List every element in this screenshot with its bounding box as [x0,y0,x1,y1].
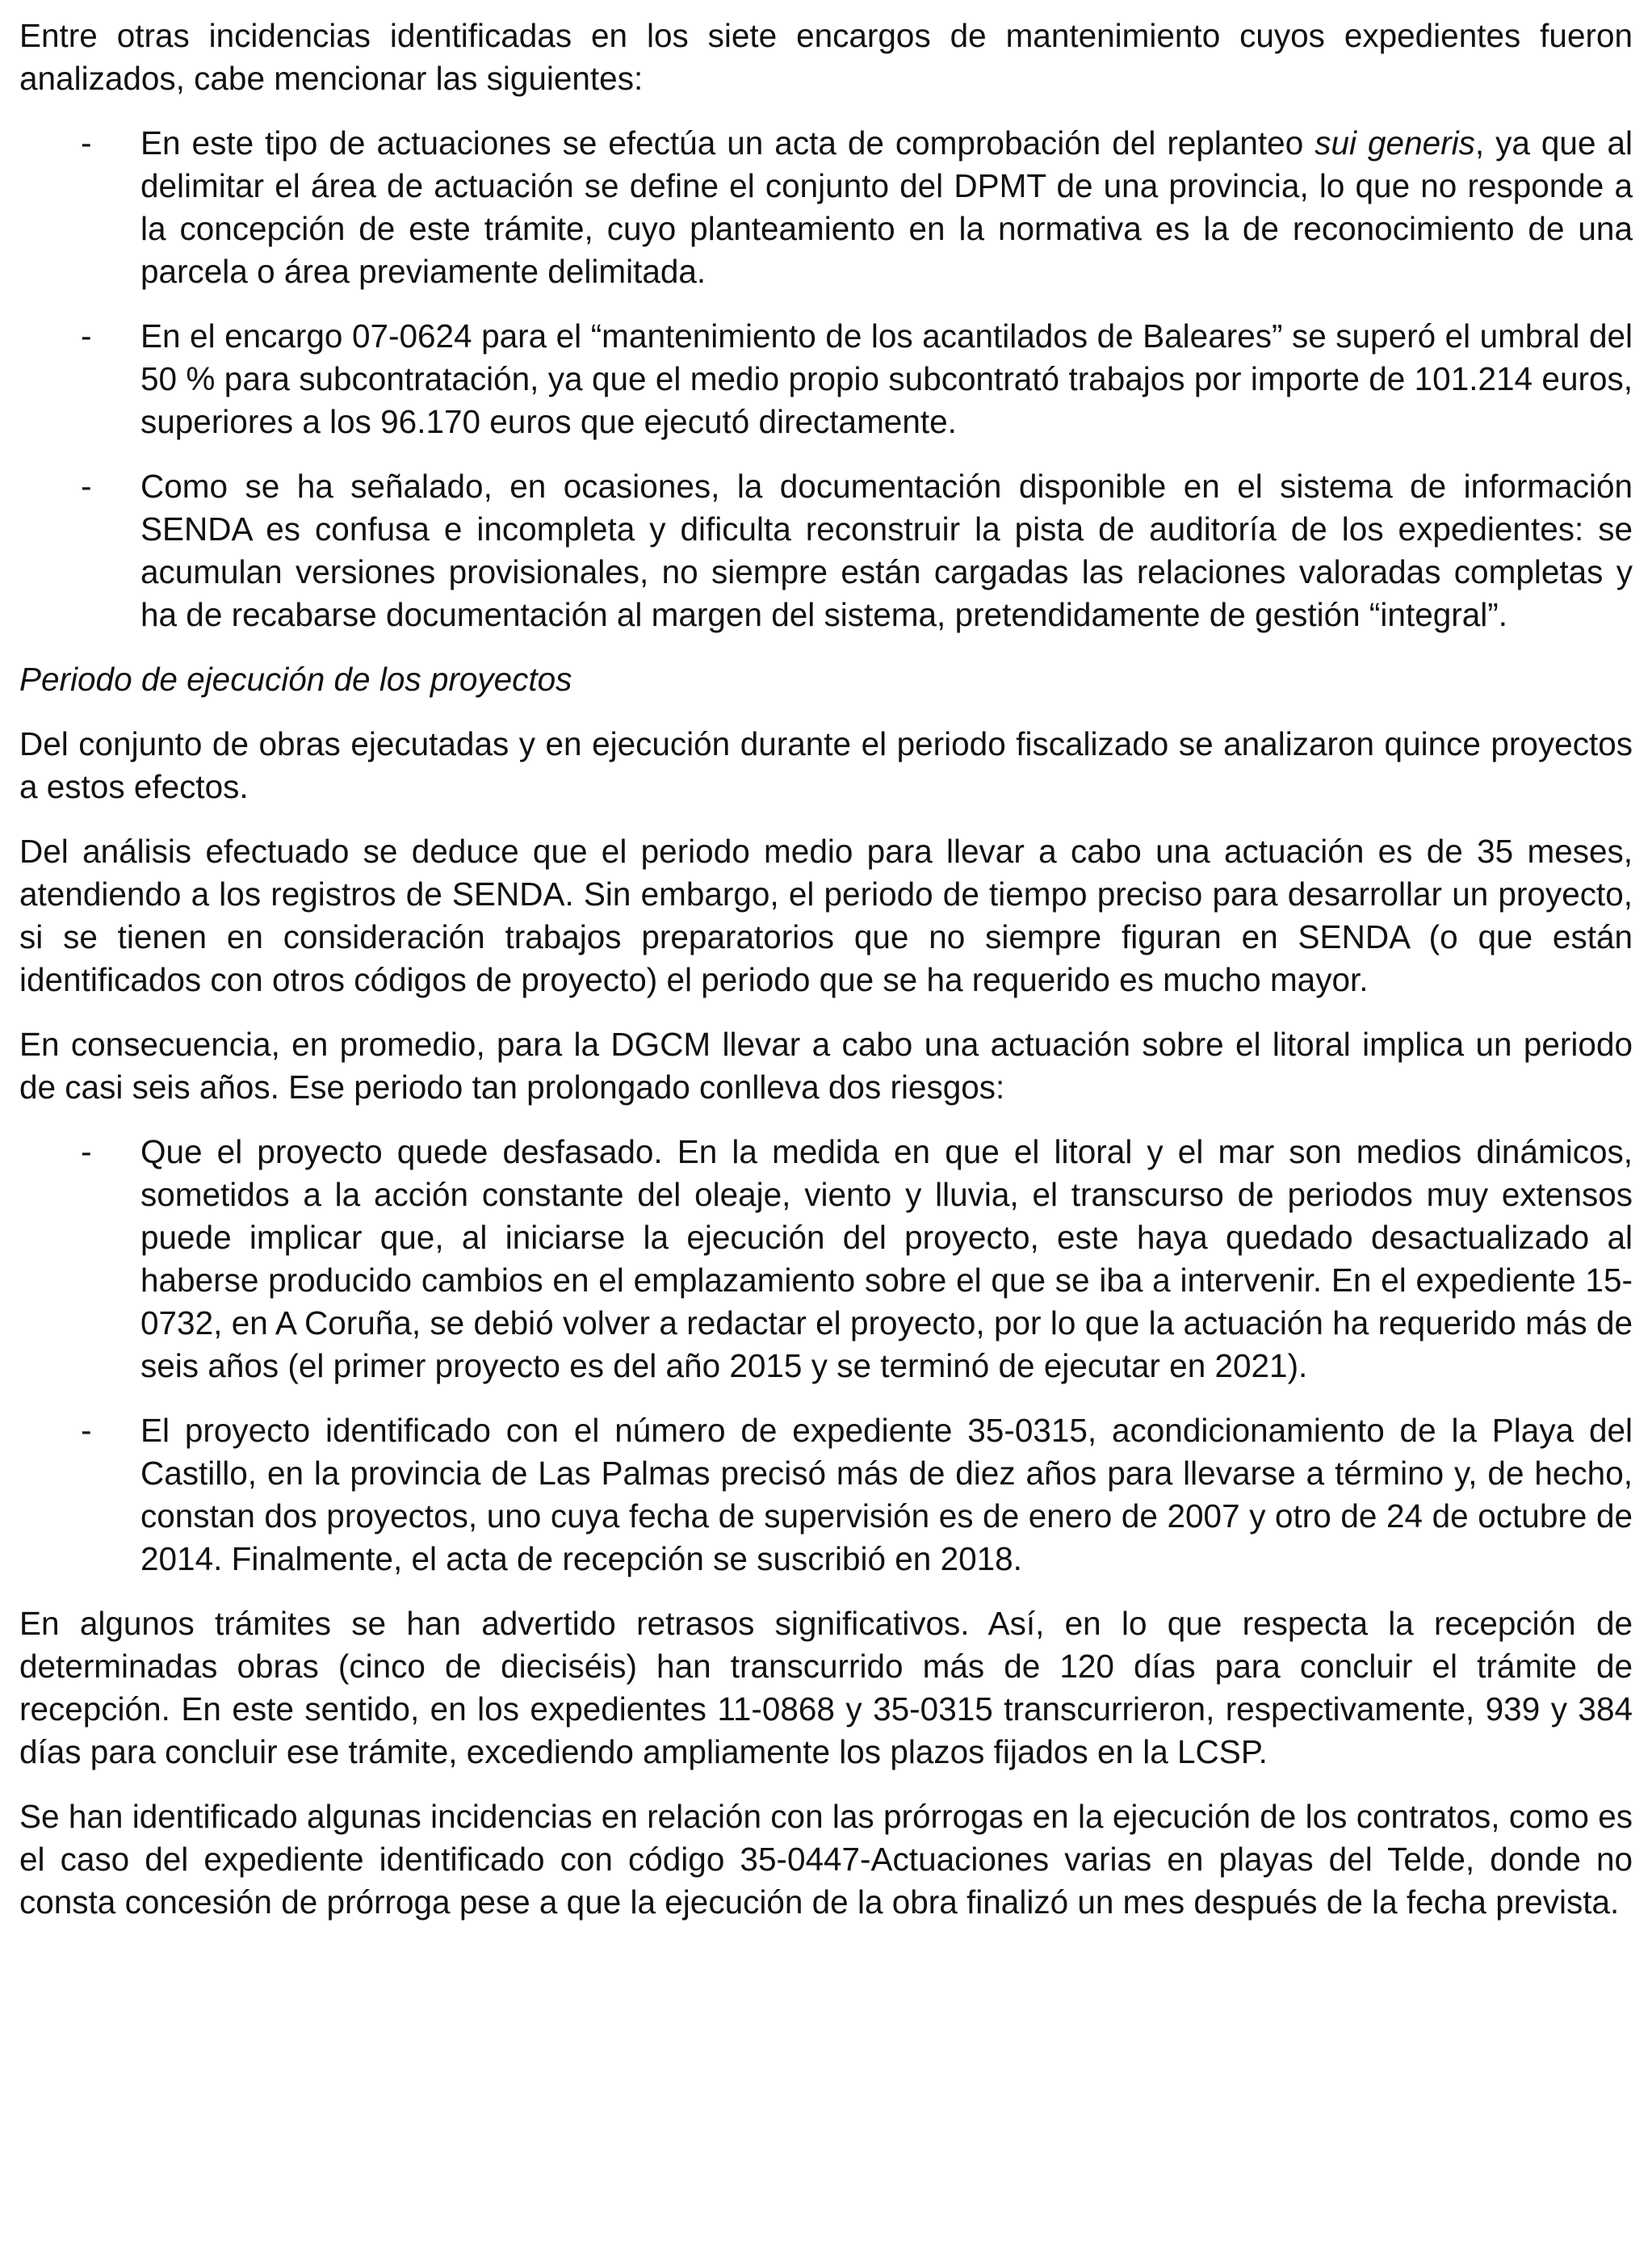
dash-marker: - [81,1412,92,1449]
list-item [19,122,1633,293]
dash-marker: - [81,1133,92,1170]
latin-emphasis: sui generis [1314,124,1475,162]
list-item [19,465,1633,636]
body-paragraph: En algunos trámites se han advertido retrasos significativos. Así, en lo que respecta la recepción de determinadas obras (cinco de dieciséis) han transcurrido más de 120 días para concluir el trámite de recepción. En este sentido, en los expedientes 11-0868 y 35-0315 transcurrieron, respectivamente, 939 y 384 días para concluir ese trámite, excediendo ampliamente los plazos fijados en la LCSP. [19,1605,1633,1770]
dash-marker: - [81,468,92,505]
list-item-text-end: , ya que al delimitar el área de actuación se define el conjunto del DPMT de una provincia, lo que no responde a la concepción de este trámite, cuyo planteamiento en la normativa es la de reconocimiento de una parcela o área previamente delimitada. [140,124,1633,290]
dash-marker: - [81,124,92,162]
section-heading: Periodo de ejecución de los proyectos [19,661,572,698]
body-paragraph: Del análisis efectuado se deduce que el periodo medio para llevar a cabo una actuación es de 35 meses, atendiendo a los registros de SENDA. Sin embargo, el periodo de tiempo preciso para desarrollar un proyecto, si se tienen en consideración trabajos preparatorios que no siempre figuran en SENDA (o que están identificados con otros códigos de proyecto) el periodo que se ha requerido es mucho mayor. [19,833,1633,998]
list-item-text-start: En este tipo de actuaciones se efectúa un acta de comprobación del replanteo [140,124,1315,162]
incidents-list [19,122,1633,636]
list-item-text: Que el proyecto quede desfasado. En la medida en que el litoral y el mar son medios dinámicos, sometidos a la acción constante del oleaje, viento y lluvia, el transcurso de periodos muy extensos puede implicar que, al iniciarse la ejecución del proyecto, este haya quedado desactualizado al haberse producido cambios en el emplazamiento sobre el que se iba a intervenir. En el expediente 15-0732, en A Coruña, se debió volver a redactar el proyecto, por lo que la actuación ha requerido más de seis años (el primer proyecto es del año 2015 y se terminó de ejecutar en 2021). [140,1133,1633,1384]
risks-list [19,1131,1633,1581]
list-item [19,1409,1633,1581]
list-item-text: En el encargo 07-0624 para el “mantenimiento de los acantilados de Baleares” se superó el umbral del 50 % para subcontratación, ya que el medio propio subcontrató trabajos por importe de 101.214 euros, superiores a los 96.170 euros que ejecutó directamente. [140,317,1633,440]
list-item-text: El proyecto identificado con el número de expediente 35-0315, acondicionamiento de la Playa del Castillo, en la provincia de Las Palmas precisó más de diez años para llevarse a término y, de hecho, constan dos proyectos, uno cuya fecha de supervisión es de enero de 2007 y otro de 24 de octubre de 2014. Finalmente, el acta de recepción se suscribió en 2018. [140,1412,1633,1577]
dash-marker: - [81,317,92,355]
document-page [19,15,1633,1924]
list-item-text: Como se ha señalado, en ocasiones, la documentación disponible en el sistema de información SENDA es confusa e incompleta y dificulta reconstruir la pista de auditoría de los expedientes: se acumulan versiones provisionales, no siempre están cargadas las relaciones valoradas completas y ha de recabarse documentación al margen del sistema, pretendidamente de gestión “integral”. [140,468,1633,633]
list-item [19,315,1633,443]
body-paragraph: Del conjunto de obras ejecutadas y en ejecución durante el periodo fiscalizado se analizaron quince proyectos a estos efectos. [19,725,1633,805]
intro-paragraph: Entre otras incidencias identificadas en los siete encargos de mantenimiento cuyos expedientes fueron analizados, cabe mencionar las siguientes: [19,17,1633,97]
body-paragraph: En consecuencia, en promedio, para la DGCM llevar a cabo una actuación sobre el litoral implica un periodo de casi seis años. Ese periodo tan prolongado conlleva dos riesgos: [19,1026,1633,1106]
body-paragraph: Se han identificado algunas incidencias en relación con las prórrogas en la ejecución de los contratos, como es el caso del expediente identificado con código 35-0447-Actuaciones varias en playas del Telde, donde no consta concesión de prórroga pese a que la ejecución de la obra finalizó un mes después de la fecha prevista. [19,1798,1633,1921]
list-item [19,1131,1633,1388]
